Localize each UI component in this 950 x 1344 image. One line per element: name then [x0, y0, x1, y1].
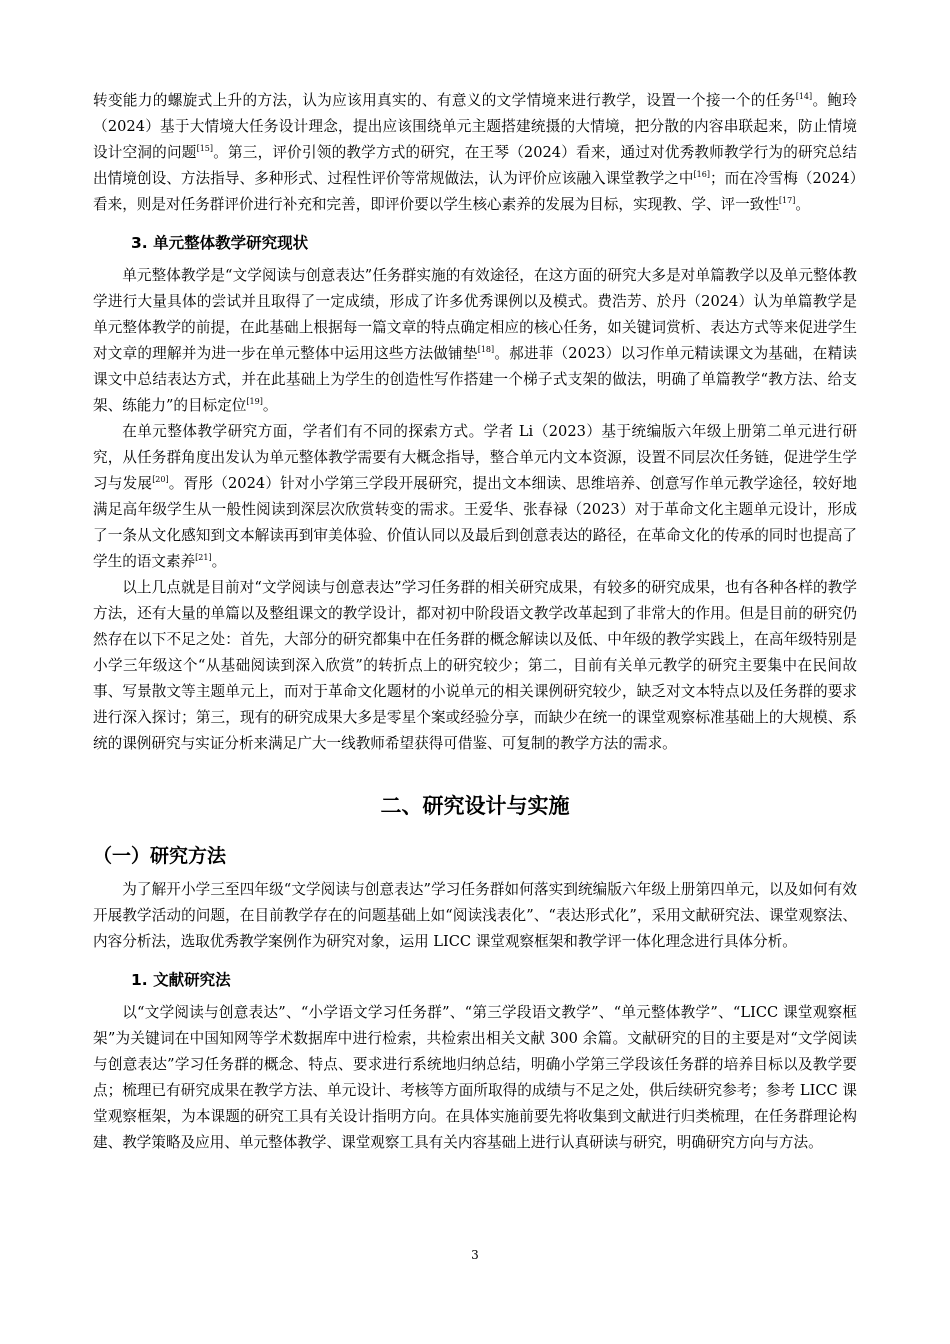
chapter-heading: 二、研究设计与实施 — [380, 794, 570, 818]
citation-21: [21] — [195, 553, 212, 563]
paragraph-method-intro: 为了解开小学三至四年级“文学阅读与创意表达”学习任务群如何落实到统编版六年级上册第四单元，以及如何有效开展教学活动的问题，在目前教学存在的问题基础上如“阅读浅表化”、“表达形式化”，采用文献研究法、课堂观察法、内容分析法，选取优秀教学案例作为研究对象，运用 LICC 课堂观察框架和教学评一体化理念进行具体分析。 — [93, 881, 857, 950]
citation-19: [19] — [246, 397, 263, 407]
citation-16: [16] — [693, 170, 710, 180]
citation-14: [14] — [795, 92, 813, 102]
paragraph-continuation: 转变能力的螺旋式上升的方法，认为应该用真实的、有意义的文学情境来进行教学，设置一个接一个的任务[14]。鲍玲（2024）基于大情境大任务设计理念，提出应该围绕单元主题搭建统摄的大情境，把分散的内容串联起来，防止情境设计空洞的问题[15]。第三，评价引领的教学方式的研究，在王琴（2024）看来，通过对优秀教师教学行为的研究总结出情境创设、方法指导、多种形式、过程性评价等常规做法，认为评价应该融入课堂教学之中[16]；而在冷雪梅（2024）看来，则是对任务群评价进行补充和完善，即评价要以学生核心素养的发展为目标，实现教、学、评一致性[17]。 — [93, 92, 857, 213]
section-heading: （一）研究方法 — [93, 845, 227, 867]
citation-17: [17] — [778, 196, 796, 206]
paragraph-literature-method: 以“文学阅读与创意表达”、“小学语文学习任务群”、“第三学段语文教学”、“单元整体教学”、“LICC 课堂观察框架”为关键词在中国知网等学术数据库中进行检索，共检索出相关文献 300 余篇。文献研究的目的主要是对“文学阅读与创意表达”学习任务群的概念、特点、要求进行系统地归纳总结，明确小学第三学段该任务群的培养目标以及教学要点；梳理已有研究成果在教学方法、单元设计、考核等方面所取得的成绩与不足之处，供后续研究参考；参考 LICC 课堂观察框架，为本课题的研究工具有关设计指明方向。在具体实施前要先将收集到文献进行归类梳理，在任务群理论构建、教学策略及应用、单元整体教学、课堂观察工具有关内容基础上进行认真研读与研究，明确研究方向与方法。 — [93, 1004, 857, 1151]
subheading-unit-teaching: 3. 单元整体教学研究现状 — [131, 234, 309, 252]
paragraph-summary: 以上几点就是目前对“文学阅读与创意表达”学习任务群的相关研究成果，有较多的研究成果，也有各种各样的教学方法，还有大量的单篇以及整组课文的教学设计，都对初中阶段语文教学改革起到了非常大的作用。但是目前的研究仍然存在以下不足之处：首先，大部分的研究都集中在任务群的概念解读以及低、中年级的教学实践上，在高年级特别是小学三年级这个“从基础阅读到深入欣赏”的转折点上的研究较少；第二，目前有关单元教学的研究主要集中在民间故事、写景散文等主题单元上，而对于革命文化题材的小说单元的相关课例研究较少，缺乏对文本特点以及任务群的要求进行深入探讨；第三，现有的研究成果大多是零星个案或经验分享，而缺少在统一的课堂观察标准基础上的大规模、系统的课例研究与实证分析来满足广大一线教师希望获得可借鉴、可复制的教学方法的需求。 — [93, 579, 857, 752]
citation-20: [20] — [152, 475, 169, 485]
citation-18: [18] — [477, 345, 495, 355]
citation-15: [15] — [196, 144, 213, 154]
paragraph-unit-teaching-1: 单元整体教学是“文学阅读与创意表达”任务群实施的有效途径，在这方面的研究大多是对单篇教学以及单元整体教学进行大量具体的尝试并且取得了一定成绩，形成了许多优秀课例以及模式。费浩芳、於丹（2024）认为单篇教学是单元整体教学的前提，在此基础上根据每一篇文章的特点确定相应的核心任务，如关键词赏析、表达方式等来促进学生对文章的理解并为进一步在单元整体中运用这些方法做铺垫[18]。郝进菲（2023）以习作单元精读课文为基础，在精读课文中总结表达方式，并在此基础上为学生的创造性写作搭建一个梯子式支架的做法，明确了单篇教学“教方法、给支架、练能力”的目标定位[19]。 — [93, 267, 857, 414]
paragraph-unit-teaching-2: 在单元整体教学研究方面，学者们有不同的探索方式。学者 Li（2023）基于统编版六年级上册第二单元进行研究，从任务群角度出发认为单元整体教学需要有大概念指导，整合单元内文本资源，设置不同层次任务链，促进学生学习与发展[20]。胥彤（2024）针对小学第三学段开展研究，提出文本细读、思维培养、创意写作单元教学途径，较好地满足高年级学生从一般性阅读到深层次欣赏转变的需求。王爱华、张春禄（2023）对于革命文化主题单元设计，形成了一条从文化感知到文本解读再到审美体验、价值认同以及最后到创意表达的路径，在革命文化的传承的同时也提高了学生的语文素养[21]。 — [93, 423, 857, 570]
subheading-literature-method: 1. 文献研究法 — [131, 971, 231, 989]
page-number: 3 — [471, 1248, 479, 1262]
